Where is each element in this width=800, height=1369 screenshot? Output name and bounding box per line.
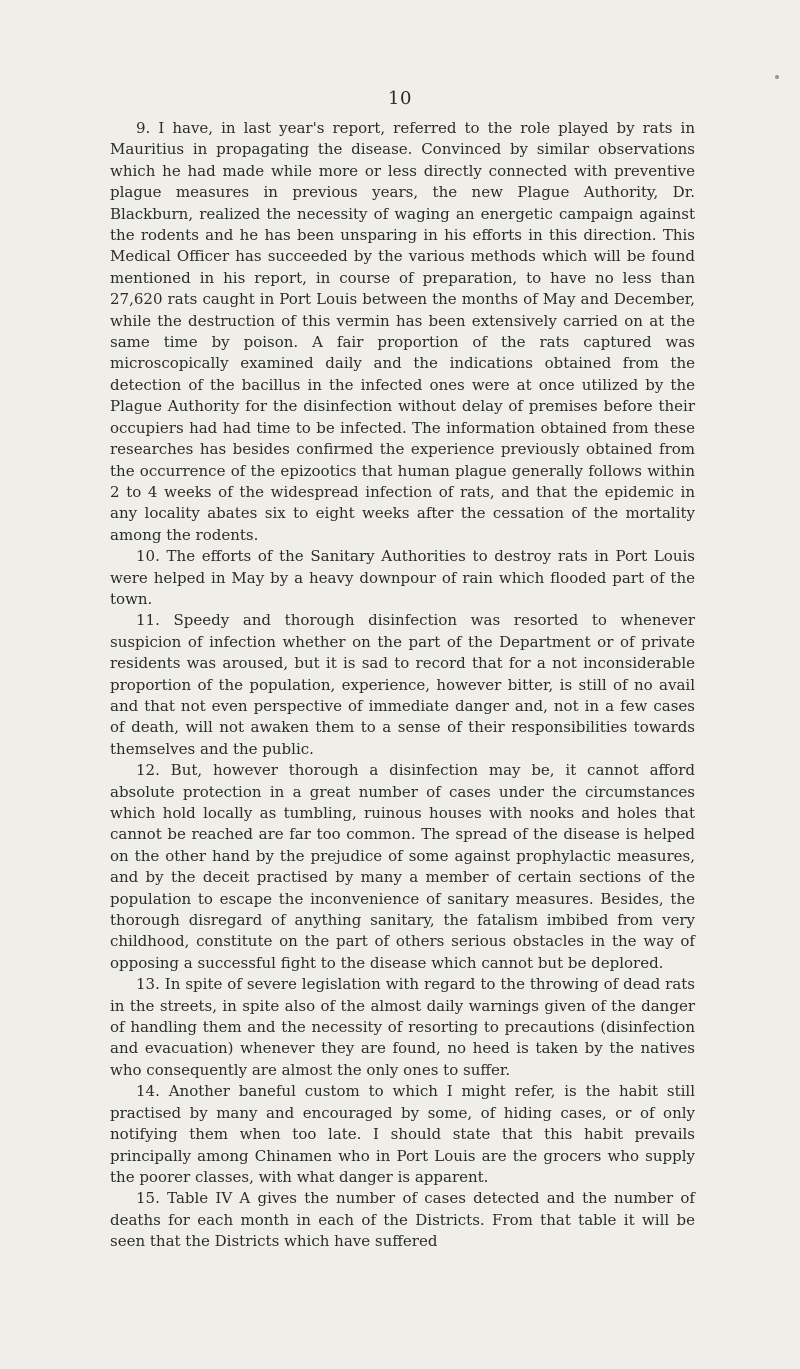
paragraph-11: 11. Speedy and thorough disinfection was resorted to whenever suspicion of infection whether on the part of the Department or of private residents was aroused, but it is sad to record that for a not inconsiderable proportion of the population, experience, however bitter, is still of no avail and that not even perspective of immediate danger and, not in a few cases of death, will not awaken them to a sense of their responsibilities towards themselves and the public. (110, 611, 695, 758)
paragraph-14: 14. Another baneful custom to which I might refer, is the habit still practised by many and encouraged by some, of hiding cases, or of only notifying them when too late. I should state that this habit prevails principally among Chinamen who in Port Louis are the grocers who supply the poorer classes, with what danger is apparent. (110, 1082, 695, 1186)
document-body (110, 118, 695, 1253)
paragraph-12: 12. But, however thorough a disinfection may be, it cannot afford absolute protection in a great number of cases under the circumstances which hold locally as tumbling, ruinous houses with nooks and holes that cannot be reached are far too common. The spread of the disease is helped on the other hand by the prejudice of some against prophylactic measures, and by the deceit practised by many a member of certain sections of the population to escape the inconvenience of sanitary measures. Besides, the thorough disregard of anything sanitary, the fatalism imbibed from very childhood, constitute on the part of others serious obstacles in the way of opposing a successful fight to the disease which cannot but be deplored. (110, 761, 695, 972)
paragraph-13: 13. In spite of severe legislation with regard to the throwing of dead rats in the streets, in spite also of the almost daily warnings given of the danger of handling them and the necessity of resorting to precautions (disinfection and evacuation) whenever they are found, no heed is taken by the natives who consequently are almost the only ones to suffer. (110, 975, 695, 1079)
paragraph-15: 15. Table IV A gives the number of cases detected and the number of deaths for each month in each of the Districts. From that table it will be seen that the Districts which have suffered (110, 1189, 695, 1251)
paragraph-9: 9. I have, in last year's report, referred to the role played by rats in Mauritius in propagating the disease. Convinced by similar observations which he had made while more or less directly connected with preventive plague measures in previous years, the new Plague Authority, Dr. Blackburn, realized the necessity of waging an energetic campaign against the rodents and he has been unsparing in his efforts in this direction. This Medical Officer has succeeded by the various methods which will be found mentioned in his report, in course of preparation, to have no less than 27,620 rats caught in Port Louis between the months of May and December, while the destruction of this vermin has been extensively carried on at the same time by poison. A fair proportion of the rats captured was microscopically examined daily and the indications obtained from the detection of the bacillus in the infected ones were at once utilized by the Plague Authority for the disinfection without delay of premises before their occupiers had had time to be infected. The information obtained from these researches has besides confirmed the experience previously obtained from the occurrence of the epizootics that human plague generally follows within 2 to 4 weeks of the widespread infection of rats, and that the epidemic in any locality abates six to eight weeks after the cessation of the mortality among the rodents. (110, 119, 695, 544)
paragraph-10: 10. The efforts of the Sanitary Authorities to destroy rats in Port Louis were helped in May by a heavy downpour of rain which flooded part of the town. (110, 547, 695, 608)
paper-speck-decoration (775, 75, 779, 79)
page-number: 10 (388, 88, 412, 109)
